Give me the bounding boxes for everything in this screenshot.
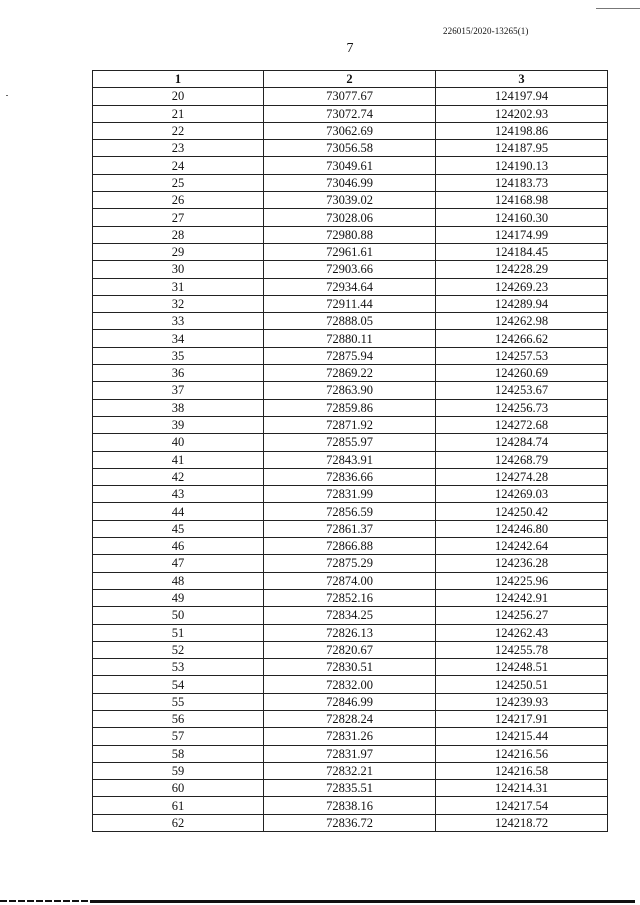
point-number-cell: 59 [93,762,264,779]
x-coordinate-cell: 72830.51 [264,659,436,676]
y-coordinate-cell: 124168.98 [436,192,608,209]
table-row [93,140,608,157]
point-number-cell: 22 [93,122,264,139]
x-coordinate-cell: 73062.69 [264,122,436,139]
y-coordinate-cell: 124284.74 [436,434,608,451]
table-row [93,762,608,779]
x-coordinate-cell: 72836.66 [264,468,436,485]
x-coordinate-cell: 72832.00 [264,676,436,693]
table-row [93,624,608,641]
table-row [93,555,608,572]
y-coordinate-cell: 124242.91 [436,589,608,606]
x-coordinate-cell: 73039.02 [264,192,436,209]
document-id: 226015/2020-13265(1) [443,26,529,36]
y-coordinate-cell: 124218.72 [436,814,608,831]
point-number-cell: 32 [93,295,264,312]
table-row [93,416,608,433]
point-number-cell: 44 [93,503,264,520]
table-row [93,710,608,727]
table-row [93,226,608,243]
y-coordinate-cell: 124225.96 [436,572,608,589]
y-coordinate-cell: 124197.94 [436,88,608,105]
point-number-cell: 24 [93,157,264,174]
table-row [93,468,608,485]
x-coordinate-cell: 72846.99 [264,693,436,710]
x-coordinate-cell: 73049.61 [264,157,436,174]
table-row [93,313,608,330]
x-coordinate-cell: 72874.00 [264,572,436,589]
table-row [93,382,608,399]
y-coordinate-cell: 124257.53 [436,347,608,364]
x-coordinate-cell: 72832.21 [264,762,436,779]
table-row [93,693,608,710]
y-coordinate-cell: 124242.64 [436,538,608,555]
column-header: 2 [264,71,436,88]
table-row [93,105,608,122]
x-coordinate-cell: 72828.24 [264,710,436,727]
y-coordinate-cell: 124255.78 [436,641,608,658]
y-coordinate-cell: 124217.54 [436,797,608,814]
x-coordinate-cell: 72834.25 [264,607,436,624]
table-body [93,88,608,832]
x-coordinate-cell: 72831.26 [264,728,436,745]
y-coordinate-cell: 124250.51 [436,676,608,693]
point-number-cell: 51 [93,624,264,641]
y-coordinate-cell: 124269.03 [436,486,608,503]
point-number-cell: 41 [93,451,264,468]
point-number-cell: 21 [93,105,264,122]
y-coordinate-cell: 124269.23 [436,278,608,295]
y-coordinate-cell: 124268.79 [436,451,608,468]
point-number-cell: 26 [93,192,264,209]
y-coordinate-cell: 124239.93 [436,693,608,710]
point-number-cell: 55 [93,693,264,710]
point-number-cell: 58 [93,745,264,762]
point-number-cell: 29 [93,243,264,260]
table-row [93,780,608,797]
x-coordinate-cell: 72875.94 [264,347,436,364]
point-number-cell: 60 [93,780,264,797]
top-right-rule [596,8,640,9]
table-row [93,607,608,624]
table-row [93,538,608,555]
y-coordinate-cell: 124228.29 [436,261,608,278]
table-row [93,295,608,312]
column-header: 3 [436,71,608,88]
point-number-cell: 56 [93,710,264,727]
column-header: 1 [93,71,264,88]
y-coordinate-cell: 124274.28 [436,468,608,485]
point-number-cell: 36 [93,365,264,382]
point-number-cell: 45 [93,520,264,537]
table-row [93,243,608,260]
x-coordinate-cell: 72866.88 [264,538,436,555]
table-row [93,347,608,364]
y-coordinate-cell: 124253.67 [436,382,608,399]
y-coordinate-cell: 124160.30 [436,209,608,226]
point-number-cell: 27 [93,209,264,226]
y-coordinate-cell: 124256.73 [436,399,608,416]
point-number-cell: 57 [93,728,264,745]
x-coordinate-cell: 72820.67 [264,641,436,658]
x-coordinate-cell: 72836.72 [264,814,436,831]
x-coordinate-cell: 72859.86 [264,399,436,416]
x-coordinate-cell: 72880.11 [264,330,436,347]
x-coordinate-cell: 72961.61 [264,243,436,260]
x-coordinate-cell: 72826.13 [264,624,436,641]
point-number-cell: 62 [93,814,264,831]
table-row [93,520,608,537]
point-number-cell: 23 [93,140,264,157]
table-row [93,192,608,209]
table-row [93,589,608,606]
x-coordinate-cell: 72838.16 [264,797,436,814]
table-row [93,278,608,295]
y-coordinate-cell: 124214.31 [436,780,608,797]
coordinates-table [92,70,608,832]
footer-dash-line [0,900,88,902]
y-coordinate-cell: 124216.56 [436,745,608,762]
table-row [93,503,608,520]
x-coordinate-cell: 72831.99 [264,486,436,503]
y-coordinate-cell: 124174.99 [436,226,608,243]
y-coordinate-cell: 124215.44 [436,728,608,745]
point-number-cell: 30 [93,261,264,278]
table-row [93,174,608,191]
x-coordinate-cell: 72934.64 [264,278,436,295]
point-number-cell: 38 [93,399,264,416]
point-number-cell: 49 [93,589,264,606]
x-coordinate-cell: 72843.91 [264,451,436,468]
point-number-cell: 54 [93,676,264,693]
x-coordinate-cell: 73056.58 [264,140,436,157]
x-coordinate-cell: 72888.05 [264,313,436,330]
x-coordinate-cell: 72869.22 [264,365,436,382]
point-number-cell: 43 [93,486,264,503]
x-coordinate-cell: 72835.51 [264,780,436,797]
table-row [93,451,608,468]
y-coordinate-cell: 124190.13 [436,157,608,174]
y-coordinate-cell: 124183.73 [436,174,608,191]
x-coordinate-cell: 72903.66 [264,261,436,278]
table-row [93,330,608,347]
x-coordinate-cell: 73072.74 [264,105,436,122]
table-row [93,728,608,745]
y-coordinate-cell: 124217.91 [436,710,608,727]
y-coordinate-cell: 124256.27 [436,607,608,624]
y-coordinate-cell: 124248.51 [436,659,608,676]
point-number-cell: 52 [93,641,264,658]
point-number-cell: 50 [93,607,264,624]
x-coordinate-cell: 72871.92 [264,416,436,433]
point-number-cell: 48 [93,572,264,589]
x-coordinate-cell: 72980.88 [264,226,436,243]
y-coordinate-cell: 124262.98 [436,313,608,330]
y-coordinate-cell: 124202.93 [436,105,608,122]
footer-thick-line [90,900,635,903]
point-number-cell: 31 [93,278,264,295]
margin-mark [6,95,8,96]
page-number: 7 [346,41,354,56]
footer-rule [0,897,640,905]
x-coordinate-cell: 72861.37 [264,520,436,537]
x-coordinate-cell: 72911.44 [264,295,436,312]
table-row [93,122,608,139]
x-coordinate-cell: 72855.97 [264,434,436,451]
point-number-cell: 25 [93,174,264,191]
point-number-cell: 28 [93,226,264,243]
table-row [93,365,608,382]
table-row [93,814,608,831]
point-number-cell: 34 [93,330,264,347]
table-row [93,572,608,589]
y-coordinate-cell: 124250.42 [436,503,608,520]
x-coordinate-cell: 73046.99 [264,174,436,191]
y-coordinate-cell: 124289.94 [436,295,608,312]
point-number-cell: 35 [93,347,264,364]
point-number-cell: 37 [93,382,264,399]
table-row [93,157,608,174]
point-number-cell: 47 [93,555,264,572]
y-coordinate-cell: 124187.95 [436,140,608,157]
table-row [93,797,608,814]
x-coordinate-cell: 72852.16 [264,589,436,606]
x-coordinate-cell: 72863.90 [264,382,436,399]
y-coordinate-cell: 124198.86 [436,122,608,139]
table-header-row [93,71,608,88]
table-row [93,641,608,658]
table-row [93,209,608,226]
table-row [93,434,608,451]
table-row [93,659,608,676]
x-coordinate-cell: 72856.59 [264,503,436,520]
table-row [93,88,608,105]
point-number-cell: 40 [93,434,264,451]
y-coordinate-cell: 124216.58 [436,762,608,779]
y-coordinate-cell: 124272.68 [436,416,608,433]
table-row [93,261,608,278]
point-number-cell: 42 [93,468,264,485]
y-coordinate-cell: 124266.62 [436,330,608,347]
point-number-cell: 33 [93,313,264,330]
point-number-cell: 53 [93,659,264,676]
x-coordinate-cell: 72875.29 [264,555,436,572]
table-row [93,486,608,503]
table-row [93,399,608,416]
point-number-cell: 20 [93,88,264,105]
table-row [93,676,608,693]
point-number-cell: 39 [93,416,264,433]
y-coordinate-cell: 124236.28 [436,555,608,572]
y-coordinate-cell: 124260.69 [436,365,608,382]
x-coordinate-cell: 73028.06 [264,209,436,226]
y-coordinate-cell: 124184.45 [436,243,608,260]
x-coordinate-cell: 72831.97 [264,745,436,762]
point-number-cell: 61 [93,797,264,814]
x-coordinate-cell: 73077.67 [264,88,436,105]
point-number-cell: 46 [93,538,264,555]
y-coordinate-cell: 124246.80 [436,520,608,537]
table-row [93,745,608,762]
y-coordinate-cell: 124262.43 [436,624,608,641]
